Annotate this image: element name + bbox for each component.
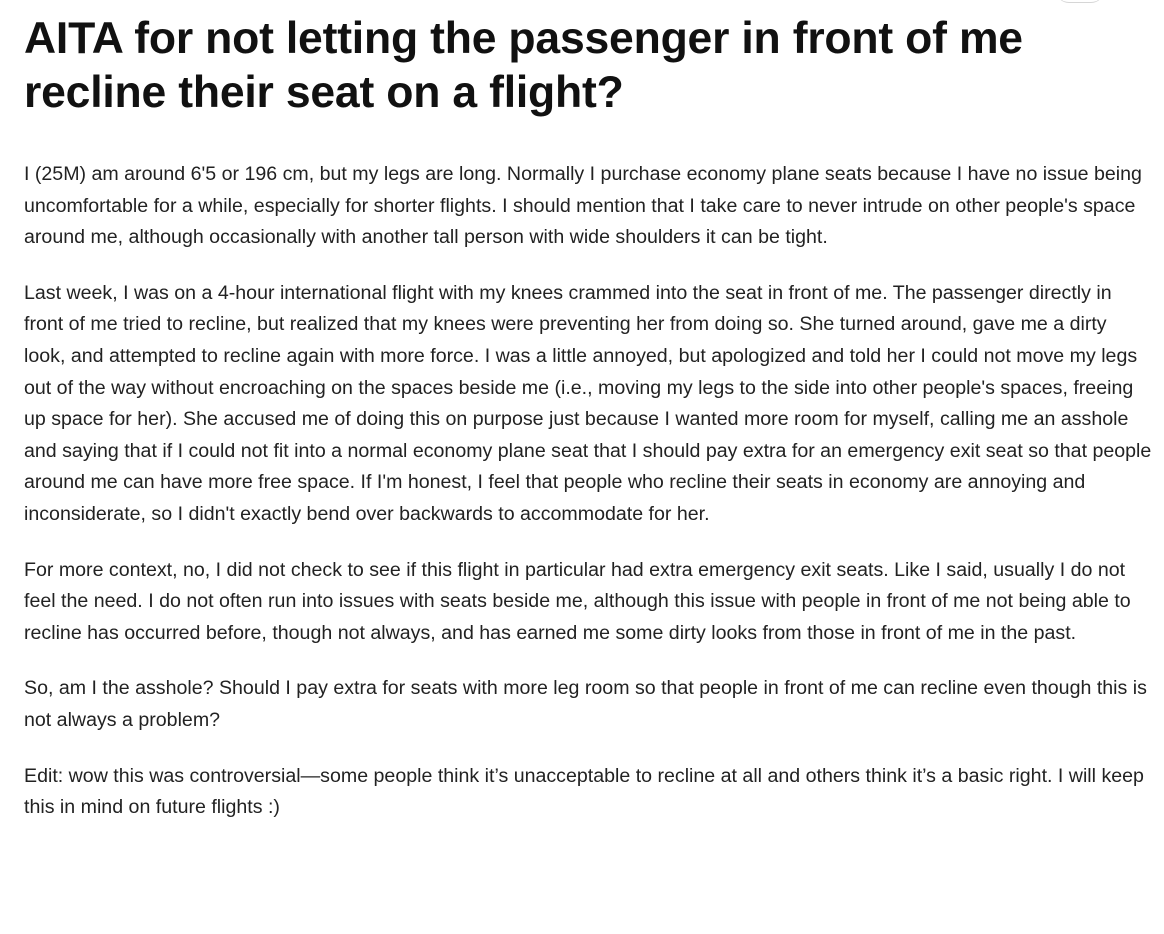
post-paragraph-3: For more context, no, I did not check to see if this flight in particular had extra emergency exit seats. Like I said, usually I do not feel the need. I do not often run into issues with seats beside me, although this issue with people in front of me not being able to recline has occurred before, though not always, and has earned me some dirty looks from those in front of me in the past. xyxy=(24,558,1131,644)
post-body xyxy=(24,159,1152,824)
post xyxy=(24,12,1152,848)
top-edge-fragment xyxy=(1056,0,1104,3)
post-paragraph-1: I (25M) am around 6'5 or 196 cm, but my legs are long. Normally I purchase economy plane seats because I have no issue being uncomfortable for a while, especially for shorter flights. I should mention that I take care to never intrude on other people's space around me, although occasionally with another tall person with wide shoulders it can be tight. xyxy=(24,163,1142,249)
post-edit-note: Edit: wow this was controversial—some people think it’s unacceptable to recline at all and others think it’s a basic right. I will keep this in mind on future flights :) xyxy=(24,764,1144,819)
post-paragraph-4: So, am I the asshole? Should I pay extra for seats with more leg room so that people in front of me can recline even though this is not always a problem? xyxy=(24,677,1147,731)
post-paragraph-2: Last week, I was on a 4-hour international flight with my knees crammed into the seat in front of me. The passenger directly in front of me tried to recline, but realized that my knees were preventing her from doing so. She turned around, gave me a dirty look, and attempted to recline again with more force. I was a little annoyed, but apologized and told her I could not move my legs out of the way without encroaching on the spaces beside me (i.e., moving my legs to the side into other people's spaces, freeing up space for her). She accused me of doing this on purpose just because I wanted more room for myself, calling me an asshole and saying that if I could not fit into a normal economy plane seat that I should pay extra for an emergency exit seat so that people around me can have more free space. If I'm honest, I feel that people who recline their seats in economy are annoying and inconsiderate, so I didn't exactly bend over backwards to accommodate for her. xyxy=(24,281,1152,525)
post-title: AITA for not letting the passenger in front of me recline their seat on a flight? xyxy=(24,14,1023,117)
